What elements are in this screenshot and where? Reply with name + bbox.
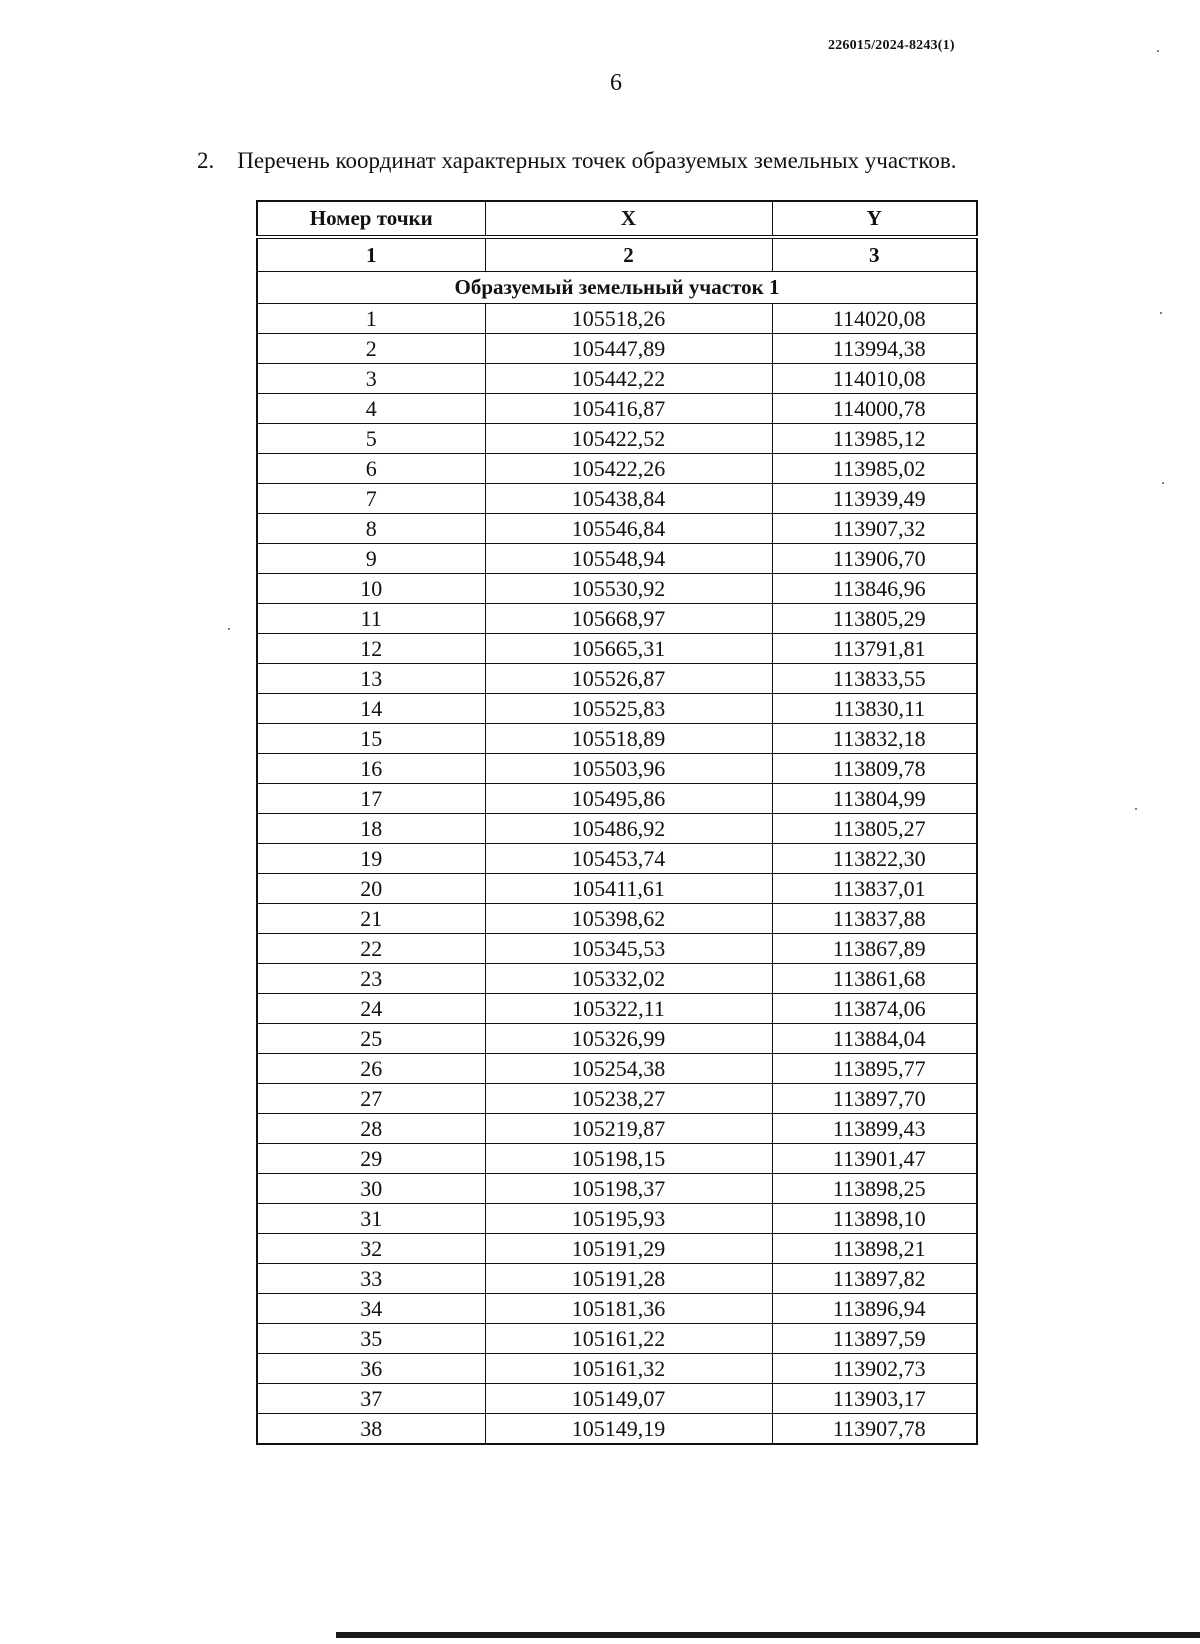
table-row xyxy=(257,664,977,694)
point-number-cell: 29 xyxy=(257,1144,485,1174)
point-number-cell: 3 xyxy=(257,364,485,394)
y-coordinate-cell: 113896,94 xyxy=(772,1294,977,1324)
point-number-cell: 28 xyxy=(257,1114,485,1144)
page-number: 6 xyxy=(610,70,622,96)
table-row xyxy=(257,844,977,874)
x-coordinate-cell: 105191,28 xyxy=(485,1264,772,1294)
y-coordinate-cell: 113895,77 xyxy=(772,1054,977,1084)
column-number-3: 3 xyxy=(772,237,977,272)
table-row xyxy=(257,1384,977,1414)
x-coordinate-cell: 105486,92 xyxy=(485,814,772,844)
x-coordinate-cell: 105238,27 xyxy=(485,1084,772,1114)
x-coordinate-cell: 105416,87 xyxy=(485,394,772,424)
point-number-cell: 5 xyxy=(257,424,485,454)
table-row xyxy=(257,964,977,994)
x-coordinate-cell: 105530,92 xyxy=(485,574,772,604)
y-coordinate-cell: 114010,08 xyxy=(772,364,977,394)
y-coordinate-cell: 113830,11 xyxy=(772,694,977,724)
point-number-cell: 9 xyxy=(257,544,485,574)
table-row xyxy=(257,1234,977,1264)
y-coordinate-cell: 113805,27 xyxy=(772,814,977,844)
x-coordinate-cell: 105546,84 xyxy=(485,514,772,544)
x-coordinate-cell: 105422,26 xyxy=(485,454,772,484)
x-coordinate-cell: 105447,89 xyxy=(485,334,772,364)
table-row xyxy=(257,544,977,574)
y-coordinate-cell: 113939,49 xyxy=(772,484,977,514)
y-coordinate-cell: 113805,29 xyxy=(772,604,977,634)
column-number-1: 1 xyxy=(257,237,485,272)
x-coordinate-cell: 105322,11 xyxy=(485,994,772,1024)
table-row xyxy=(257,424,977,454)
table-row xyxy=(257,364,977,394)
point-number-cell: 21 xyxy=(257,904,485,934)
y-coordinate-cell: 113837,01 xyxy=(772,874,977,904)
x-coordinate-cell: 105411,61 xyxy=(485,874,772,904)
table-row xyxy=(257,1114,977,1144)
point-number-cell: 2 xyxy=(257,334,485,364)
x-coordinate-cell: 105503,96 xyxy=(485,754,772,784)
point-number-cell: 18 xyxy=(257,814,485,844)
table-row xyxy=(257,334,977,364)
x-coordinate-cell: 105495,86 xyxy=(485,784,772,814)
table-row xyxy=(257,1174,977,1204)
y-coordinate-cell: 113832,18 xyxy=(772,724,977,754)
x-coordinate-cell: 105332,02 xyxy=(485,964,772,994)
document-registration-number: 226015/2024-8243(1) xyxy=(828,38,955,53)
x-coordinate-cell: 105668,97 xyxy=(485,604,772,634)
x-coordinate-cell: 105161,32 xyxy=(485,1354,772,1384)
table-row xyxy=(257,1294,977,1324)
point-number-cell: 31 xyxy=(257,1204,485,1234)
y-coordinate-cell: 113867,89 xyxy=(772,934,977,964)
x-coordinate-cell: 105665,31 xyxy=(485,634,772,664)
point-number-cell: 17 xyxy=(257,784,485,814)
x-coordinate-cell: 105149,19 xyxy=(485,1414,772,1445)
x-coordinate-cell: 105525,83 xyxy=(485,694,772,724)
point-number-cell: 7 xyxy=(257,484,485,514)
point-number-cell: 11 xyxy=(257,604,485,634)
point-number-cell: 16 xyxy=(257,754,485,784)
table-row xyxy=(257,694,977,724)
scan-bottom-edge xyxy=(336,1632,1200,1638)
table-row xyxy=(257,784,977,814)
x-coordinate-cell: 105526,87 xyxy=(485,664,772,694)
table-row xyxy=(257,1054,977,1084)
x-coordinate-cell: 105453,74 xyxy=(485,844,772,874)
x-coordinate-cell: 105191,29 xyxy=(485,1234,772,1264)
y-coordinate-cell: 113906,70 xyxy=(772,544,977,574)
table-row xyxy=(257,934,977,964)
scan-speck xyxy=(228,628,230,630)
x-coordinate-cell: 105326,99 xyxy=(485,1024,772,1054)
point-number-cell: 20 xyxy=(257,874,485,904)
x-coordinate-cell: 105198,37 xyxy=(485,1174,772,1204)
y-coordinate-cell: 113861,68 xyxy=(772,964,977,994)
point-number-cell: 4 xyxy=(257,394,485,424)
x-coordinate-cell: 105422,52 xyxy=(485,424,772,454)
table-row xyxy=(257,634,977,664)
point-number-cell: 15 xyxy=(257,724,485,754)
point-number-cell: 34 xyxy=(257,1294,485,1324)
y-coordinate-cell: 113791,81 xyxy=(772,634,977,664)
y-coordinate-cell: 113898,21 xyxy=(772,1234,977,1264)
table-row xyxy=(257,994,977,1024)
table-row xyxy=(257,514,977,544)
header-x: X xyxy=(485,201,772,237)
y-coordinate-cell: 113897,70 xyxy=(772,1084,977,1114)
y-coordinate-cell: 113985,12 xyxy=(772,424,977,454)
y-coordinate-cell: 113907,78 xyxy=(772,1414,977,1445)
x-coordinate-cell: 105345,53 xyxy=(485,934,772,964)
y-coordinate-cell: 113897,59 xyxy=(772,1324,977,1354)
y-coordinate-cell: 113901,47 xyxy=(772,1144,977,1174)
x-coordinate-cell: 105161,22 xyxy=(485,1324,772,1354)
scan-speck xyxy=(1157,50,1159,52)
point-number-cell: 8 xyxy=(257,514,485,544)
x-coordinate-cell: 105181,36 xyxy=(485,1294,772,1324)
point-number-cell: 30 xyxy=(257,1174,485,1204)
scan-speck xyxy=(1162,482,1164,484)
y-coordinate-cell: 113985,02 xyxy=(772,454,977,484)
point-number-cell: 38 xyxy=(257,1414,485,1445)
point-number-cell: 19 xyxy=(257,844,485,874)
x-coordinate-cell: 105198,15 xyxy=(485,1144,772,1174)
point-number-cell: 26 xyxy=(257,1054,485,1084)
point-number-cell: 13 xyxy=(257,664,485,694)
table-row xyxy=(257,1024,977,1054)
section-title: 2. Перечень координат характерных точек образуемых земельных участков. xyxy=(197,148,957,173)
table-row xyxy=(257,754,977,784)
group-title: Образуемый земельный участок 1 xyxy=(257,272,977,304)
point-number-cell: 27 xyxy=(257,1084,485,1114)
x-coordinate-cell: 105398,62 xyxy=(485,904,772,934)
point-number-cell: 35 xyxy=(257,1324,485,1354)
x-coordinate-cell: 105195,93 xyxy=(485,1204,772,1234)
table-row xyxy=(257,1204,977,1234)
y-coordinate-cell: 114000,78 xyxy=(772,394,977,424)
scan-speck xyxy=(1135,808,1137,810)
point-number-cell: 6 xyxy=(257,454,485,484)
table-row xyxy=(257,304,977,334)
y-coordinate-cell: 113884,04 xyxy=(772,1024,977,1054)
group-title-row xyxy=(257,272,977,304)
table-row xyxy=(257,904,977,934)
point-number-cell: 1 xyxy=(257,304,485,334)
header-point-number: Номер точки xyxy=(257,201,485,237)
y-coordinate-cell: 113833,55 xyxy=(772,664,977,694)
y-coordinate-cell: 113837,88 xyxy=(772,904,977,934)
table-row xyxy=(257,574,977,604)
table-row xyxy=(257,1144,977,1174)
table-row xyxy=(257,874,977,904)
point-number-cell: 33 xyxy=(257,1264,485,1294)
scan-speck xyxy=(1160,312,1162,314)
table-row xyxy=(257,814,977,844)
table-row xyxy=(257,484,977,514)
table-row xyxy=(257,724,977,754)
y-coordinate-cell: 113897,82 xyxy=(772,1264,977,1294)
header-y: Y xyxy=(772,201,977,237)
y-coordinate-cell: 113907,32 xyxy=(772,514,977,544)
table-row xyxy=(257,1084,977,1114)
y-coordinate-cell: 113874,06 xyxy=(772,994,977,1024)
table-row xyxy=(257,1414,977,1445)
y-coordinate-cell: 113898,10 xyxy=(772,1204,977,1234)
y-coordinate-cell: 113994,38 xyxy=(772,334,977,364)
point-number-cell: 24 xyxy=(257,994,485,1024)
point-number-cell: 14 xyxy=(257,694,485,724)
point-number-cell: 25 xyxy=(257,1024,485,1054)
table-row xyxy=(257,454,977,484)
y-coordinate-cell: 113898,25 xyxy=(772,1174,977,1204)
y-coordinate-cell: 114020,08 xyxy=(772,304,977,334)
point-number-cell: 32 xyxy=(257,1234,485,1264)
x-coordinate-cell: 105149,07 xyxy=(485,1384,772,1414)
y-coordinate-cell: 113903,17 xyxy=(772,1384,977,1414)
x-coordinate-cell: 105548,94 xyxy=(485,544,772,574)
y-coordinate-cell: 113899,43 xyxy=(772,1114,977,1144)
x-coordinate-cell: 105438,84 xyxy=(485,484,772,514)
y-coordinate-cell: 113804,99 xyxy=(772,784,977,814)
x-coordinate-cell: 105518,26 xyxy=(485,304,772,334)
column-number-row xyxy=(257,237,977,272)
point-number-cell: 36 xyxy=(257,1354,485,1384)
y-coordinate-cell: 113846,96 xyxy=(772,574,977,604)
x-coordinate-cell: 105442,22 xyxy=(485,364,772,394)
table-row xyxy=(257,1264,977,1294)
table-row xyxy=(257,604,977,634)
point-number-cell: 12 xyxy=(257,634,485,664)
x-coordinate-cell: 105254,38 xyxy=(485,1054,772,1084)
point-number-cell: 37 xyxy=(257,1384,485,1414)
y-coordinate-cell: 113822,30 xyxy=(772,844,977,874)
x-coordinate-cell: 105518,89 xyxy=(485,724,772,754)
table-header-row xyxy=(257,201,977,237)
point-number-cell: 10 xyxy=(257,574,485,604)
point-number-cell: 22 xyxy=(257,934,485,964)
y-coordinate-cell: 113809,78 xyxy=(772,754,977,784)
x-coordinate-cell: 105219,87 xyxy=(485,1114,772,1144)
coordinates-table xyxy=(256,200,978,1445)
table-row xyxy=(257,394,977,424)
column-number-2: 2 xyxy=(485,237,772,272)
table-row xyxy=(257,1354,977,1384)
point-number-cell: 23 xyxy=(257,964,485,994)
table-row xyxy=(257,1324,977,1354)
y-coordinate-cell: 113902,73 xyxy=(772,1354,977,1384)
